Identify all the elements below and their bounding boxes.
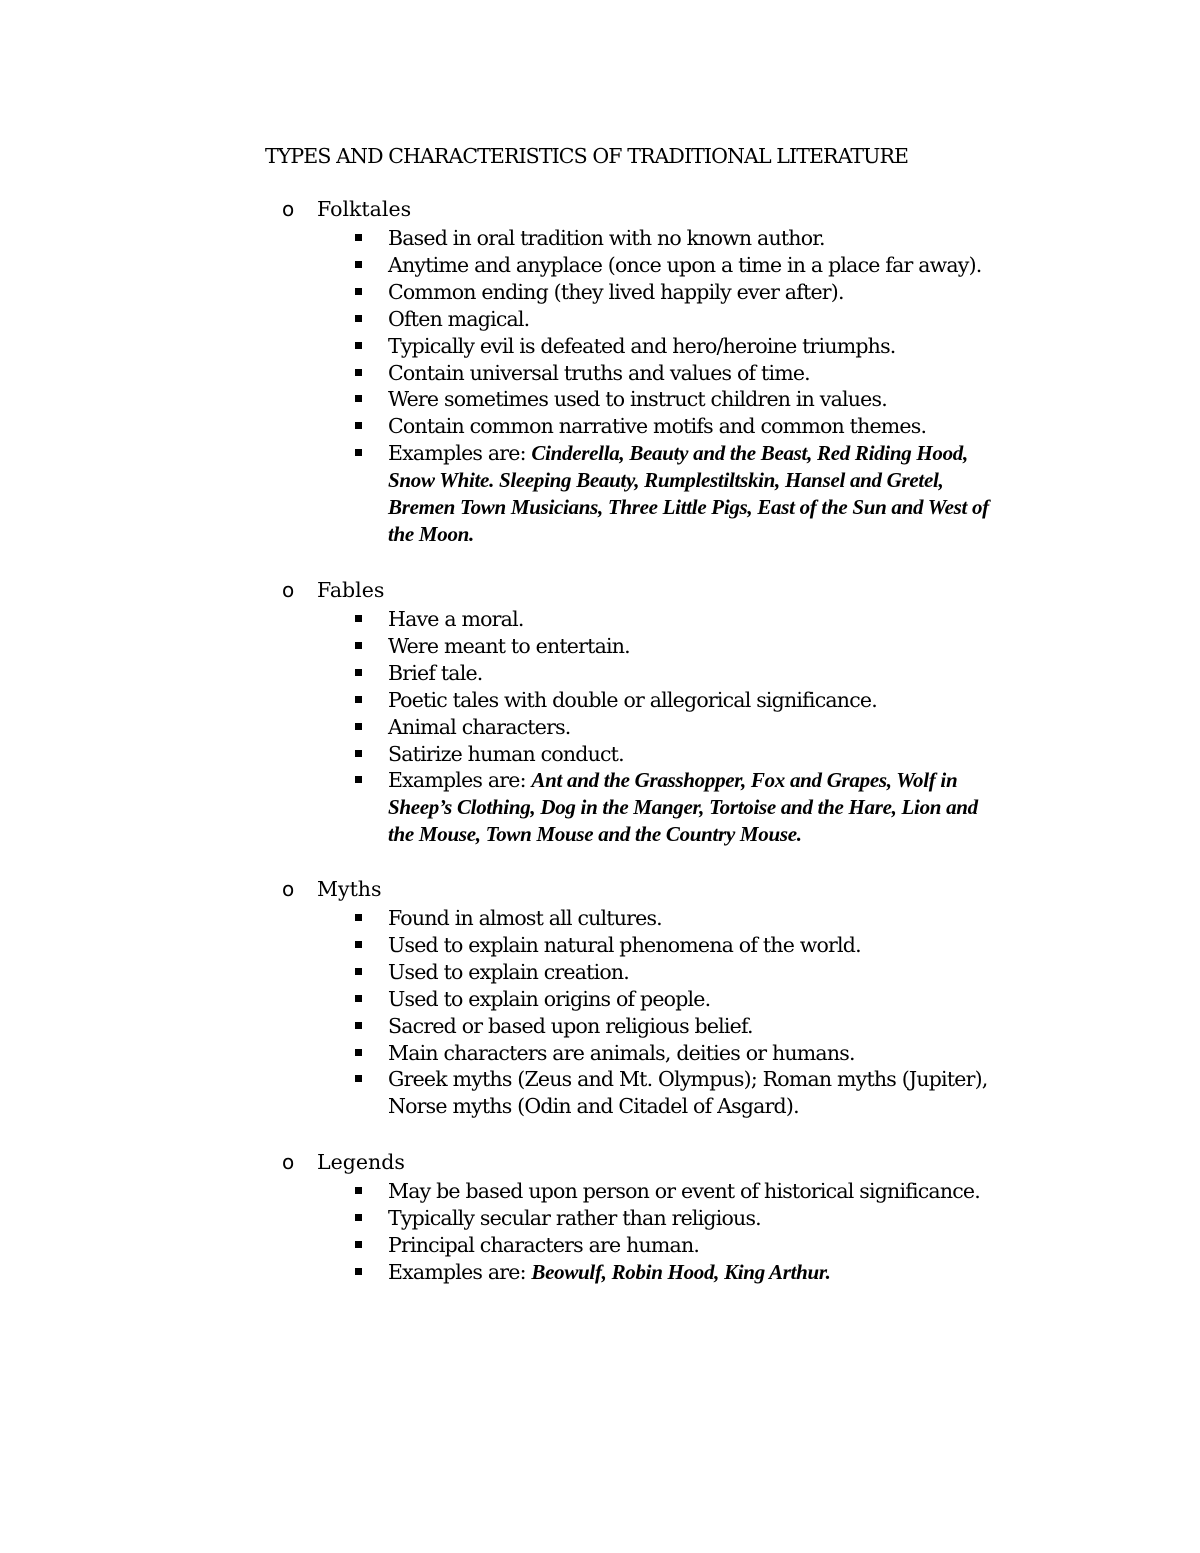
list-item: Contain universal truths and values of time. xyxy=(282,360,1032,387)
item-list xyxy=(282,225,1032,548)
square-bullet-icon xyxy=(355,449,362,456)
list-item: Anytime and anyplace (once upon a time in a place far away). xyxy=(282,252,1032,279)
item-list xyxy=(282,606,1032,848)
section-heading xyxy=(282,1149,1032,1176)
list-item: Greek myths (Zeus and Mt. Olympus); Roman myths (Jupiter), Norse myths (Odin and Citadel of Asgard). xyxy=(282,1066,1006,1120)
square-bullet-icon xyxy=(355,914,362,921)
section-title: Legends xyxy=(317,1150,405,1174)
examples-list: Beowulf, Robin Hood, King Arthur. xyxy=(531,1259,831,1284)
square-bullet-icon xyxy=(355,615,362,622)
square-bullet-icon xyxy=(355,941,362,948)
square-bullet-icon xyxy=(355,968,362,975)
list-item: Were sometimes used to instruct children in values. xyxy=(282,386,1032,413)
list-item: Principal characters are human. xyxy=(282,1232,1032,1259)
square-bullet-icon xyxy=(355,1022,362,1029)
examples-item xyxy=(282,1259,1032,1286)
list-item: Used to explain origins of people. xyxy=(282,986,1032,1013)
square-bullet-icon xyxy=(355,1268,362,1275)
list-item: Based in oral tradition with no known author. xyxy=(282,225,1032,252)
examples-list: Cinderella, Beauty and the Beast, Red Riding Hood, Snow White. Sleeping Beauty, Rumplestiltskin, Hansel and Gretel, Bremen Town Musicians, Three Little Pigs, East of the Sun and West of the Moon. xyxy=(388,441,989,546)
examples-prefix: Examples are: xyxy=(388,441,532,466)
section-title: Fables xyxy=(317,578,385,602)
section-heading xyxy=(282,876,1032,903)
page-title: TYPES AND CHARACTERISTICS OF TRADITIONAL LITERATURE xyxy=(265,144,909,168)
square-bullet-icon xyxy=(355,1049,362,1056)
list-item: Brief tale. xyxy=(282,660,1032,687)
square-bullet-icon xyxy=(355,1187,362,1194)
list-item: Common ending (they lived happily ever after). xyxy=(282,279,1032,306)
list-item: Used to explain creation. xyxy=(282,959,1032,986)
square-bullet-icon xyxy=(355,288,362,295)
square-bullet-icon xyxy=(355,669,362,676)
square-bullet-icon xyxy=(355,315,362,322)
section-heading xyxy=(282,577,1032,604)
list-item: Sacred or based upon religious belief. xyxy=(282,1013,1032,1040)
list-item: Main characters are animals, deities or humans. xyxy=(282,1040,1032,1067)
circle-bullet-icon: o xyxy=(282,877,295,901)
section-myths xyxy=(282,876,1032,1120)
list-item: Animal characters. xyxy=(282,714,1032,741)
square-bullet-icon xyxy=(355,750,362,757)
list-item: Often magical. xyxy=(282,306,1032,333)
item-list xyxy=(282,1178,1032,1286)
list-item: Typically secular rather than religious. xyxy=(282,1205,1032,1232)
circle-bullet-icon: o xyxy=(282,1150,295,1174)
circle-bullet-icon: o xyxy=(282,578,295,602)
section-fables xyxy=(282,577,1032,848)
list-item: Were meant to entertain. xyxy=(282,633,1032,660)
examples-item xyxy=(282,440,1006,548)
square-bullet-icon xyxy=(355,369,362,376)
examples-prefix: Examples are: xyxy=(388,768,532,793)
square-bullet-icon xyxy=(355,1241,362,1248)
section-title: Myths xyxy=(317,877,382,901)
list-item: May be based upon person or event of historical significance. xyxy=(282,1178,1032,1205)
square-bullet-icon xyxy=(355,642,362,649)
square-bullet-icon xyxy=(355,342,362,349)
list-item: Found in almost all cultures. xyxy=(282,905,1032,932)
list-item: Contain common narrative motifs and common themes. xyxy=(282,413,1032,440)
square-bullet-icon xyxy=(355,776,362,783)
square-bullet-icon xyxy=(355,234,362,241)
section-legends xyxy=(282,1149,1032,1286)
square-bullet-icon xyxy=(355,696,362,703)
examples-prefix: Examples are: xyxy=(388,1259,532,1284)
item-list xyxy=(282,905,1032,1120)
square-bullet-icon xyxy=(355,995,362,1002)
list-item: Satirize human conduct. xyxy=(282,741,1032,768)
square-bullet-icon xyxy=(355,1075,362,1082)
examples-item xyxy=(282,767,1006,848)
section-folktales xyxy=(282,196,1032,548)
section-heading xyxy=(282,196,1032,223)
list-item: Used to explain natural phenomena of the world. xyxy=(282,932,1032,959)
examples-list: Ant and the Grasshopper, Fox and Grapes, Wolf in Sheep’s Clothing, Dog in the Manger, Tortoise and the Hare, Lion and the Mouse, Town Mouse and the Country Mouse. xyxy=(388,768,978,847)
list-item: Have a moral. xyxy=(282,606,1032,633)
square-bullet-icon xyxy=(355,422,362,429)
list-item: Poetic tales with double or allegorical significance. xyxy=(282,687,1032,714)
circle-bullet-icon: o xyxy=(282,197,295,221)
square-bullet-icon xyxy=(355,395,362,402)
section-title: Folktales xyxy=(317,197,412,221)
square-bullet-icon xyxy=(355,261,362,268)
square-bullet-icon xyxy=(355,723,362,730)
square-bullet-icon xyxy=(355,1214,362,1221)
list-item: Typically evil is defeated and hero/heroine triumphs. xyxy=(282,333,1032,360)
